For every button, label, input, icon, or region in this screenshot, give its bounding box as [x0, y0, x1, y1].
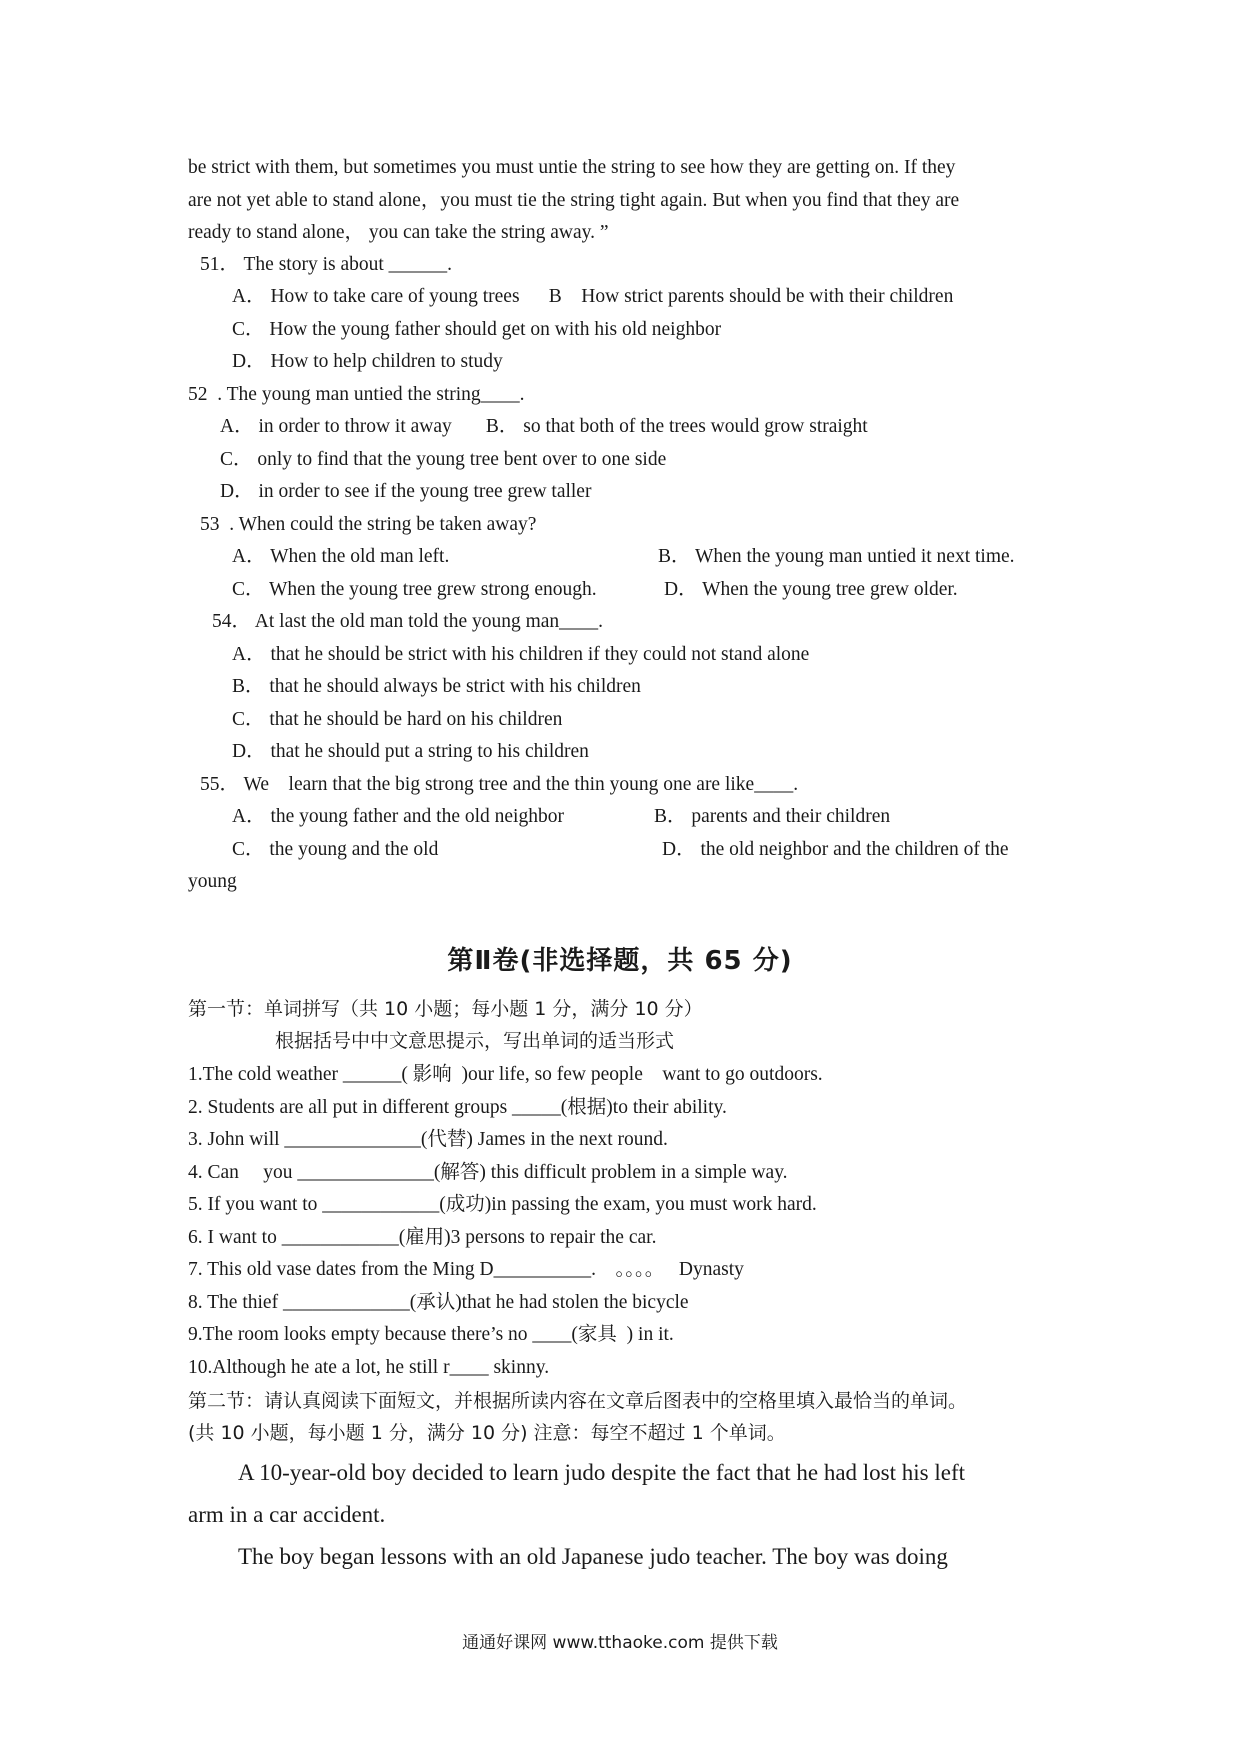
spelling-item: 6. I want to ____________(雇用)3 persons to repair the car.	[188, 1227, 657, 1248]
spelling-item: 7. This old vase dates from the Ming D__________. 。。。。 Dynasty	[188, 1259, 744, 1280]
question-53-stem: 53 . When could the string be taken away?	[200, 514, 537, 535]
spelling-item: 10.Although he ate a lot, he still r____ skinny.	[188, 1357, 550, 1378]
question-54-option-a: A． that he should be strict with his children if they could not stand alone	[232, 644, 810, 665]
spelling-item: 5. If you want to ____________(成功)in passing the exam, you must work hard.	[188, 1194, 817, 1215]
question-55-option-b: B． parents and their children	[654, 806, 891, 827]
spelling-item: 3. John will ______________(代替) James in the next round.	[188, 1129, 668, 1150]
question-53-option-a: A． When the old man left.	[232, 546, 450, 567]
spelling-item: 4. Can you ______________(解答) this difficult problem in a simple way.	[188, 1162, 788, 1183]
passage-line: are not yet able to stand alone，you must tie the string tight again. But when you find that they are	[188, 190, 960, 211]
question-55-option-d-continued: young	[188, 871, 237, 892]
part-2-heading: 第二节：请认真阅读下面短文，并根据所读内容在文章后图表中的空格里填入最恰当的单词。	[188, 1390, 968, 1412]
question-55-option-a: A． the young father and the old neighbor	[232, 806, 564, 827]
question-53-option-c: C． When the young tree grew strong enough.	[232, 579, 597, 600]
part-1-heading: 第一节：单词拼写（共 10 小题；每小题 1 分，满分 10 分）	[188, 998, 703, 1020]
question-53-option-d: D． When the young tree grew older.	[664, 579, 958, 600]
question-55-option-d: D． the old neighbor and the children of the	[662, 839, 1009, 860]
spelling-item: 2. Students are all put in different groups _____(根据)to their ability.	[188, 1097, 727, 1118]
question-55-option-c: C． the young and the old	[232, 839, 439, 860]
question-51-stem: 51． The story is about ______.	[200, 254, 453, 275]
section-2-title: 第Ⅱ卷(非选择题，共 65 分)	[447, 946, 793, 976]
passage-line: ready to stand alone， you can take the string away. ”	[188, 222, 609, 243]
reading-paragraph-line: arm in a car accident.	[188, 1502, 386, 1527]
question-55-stem: 55． We learn that the big strong tree and the thin young one are like____.	[200, 774, 799, 795]
part-2-heading-continued: (共 10 小题，每小题 1 分，满分 10 分) 注意：每空不超过 1 个单词。	[188, 1422, 786, 1444]
question-54-option-b: B． that he should always be strict with his children	[232, 676, 641, 697]
spelling-item: 9.The room looks empty because there’s no ____(家具 ) in it.	[188, 1324, 674, 1345]
question-52-option-d: D． in order to see if the young tree grew taller	[220, 481, 592, 502]
question-52-options-ab: A． in order to throw it away B． so that both of the trees would grow straight	[220, 416, 868, 437]
part-1-instruction: 根据括号中中文意思提示，写出单词的适当形式	[275, 1030, 675, 1052]
question-54-stem: 54． At last the old man told the young man____.	[212, 611, 604, 632]
question-51-option-c: C． How the young father should get on with his old neighbor	[232, 319, 722, 340]
spelling-item: 1.The cold weather ______( 影响 )our life, so few people want to go outdoors.	[188, 1064, 823, 1085]
spelling-item: 8. The thief _____________(承认)that he had stolen the bicycle	[188, 1292, 689, 1313]
question-52-option-c: C． only to find that the young tree bent over to one side	[220, 449, 667, 470]
reading-paragraph-line: A 10-year-old boy decided to learn judo despite the fact that he had lost his left	[238, 1460, 966, 1485]
question-51-option-d: D． How to help children to study	[232, 351, 503, 372]
question-51-options-ab: A． How to take care of young trees B How strict parents should be with their children	[232, 286, 954, 307]
question-54-option-c: C． that he should be hard on his children	[232, 709, 563, 730]
passage-line: be strict with them, but sometimes you must untie the string to see how they are getting on. If they	[188, 157, 956, 178]
question-54-option-d: D． that he should put a string to his children	[232, 741, 589, 762]
question-52-stem: 52 . The young man untied the string____.	[188, 384, 525, 405]
page-footer: 通通好课网 www.tthaoke.com 提供下载	[462, 1633, 778, 1653]
reading-paragraph-line: The boy began lessons with an old Japanese judo teacher. The boy was doing	[238, 1544, 948, 1569]
question-53-option-b: B． When the young man untied it next time.	[658, 546, 1015, 567]
